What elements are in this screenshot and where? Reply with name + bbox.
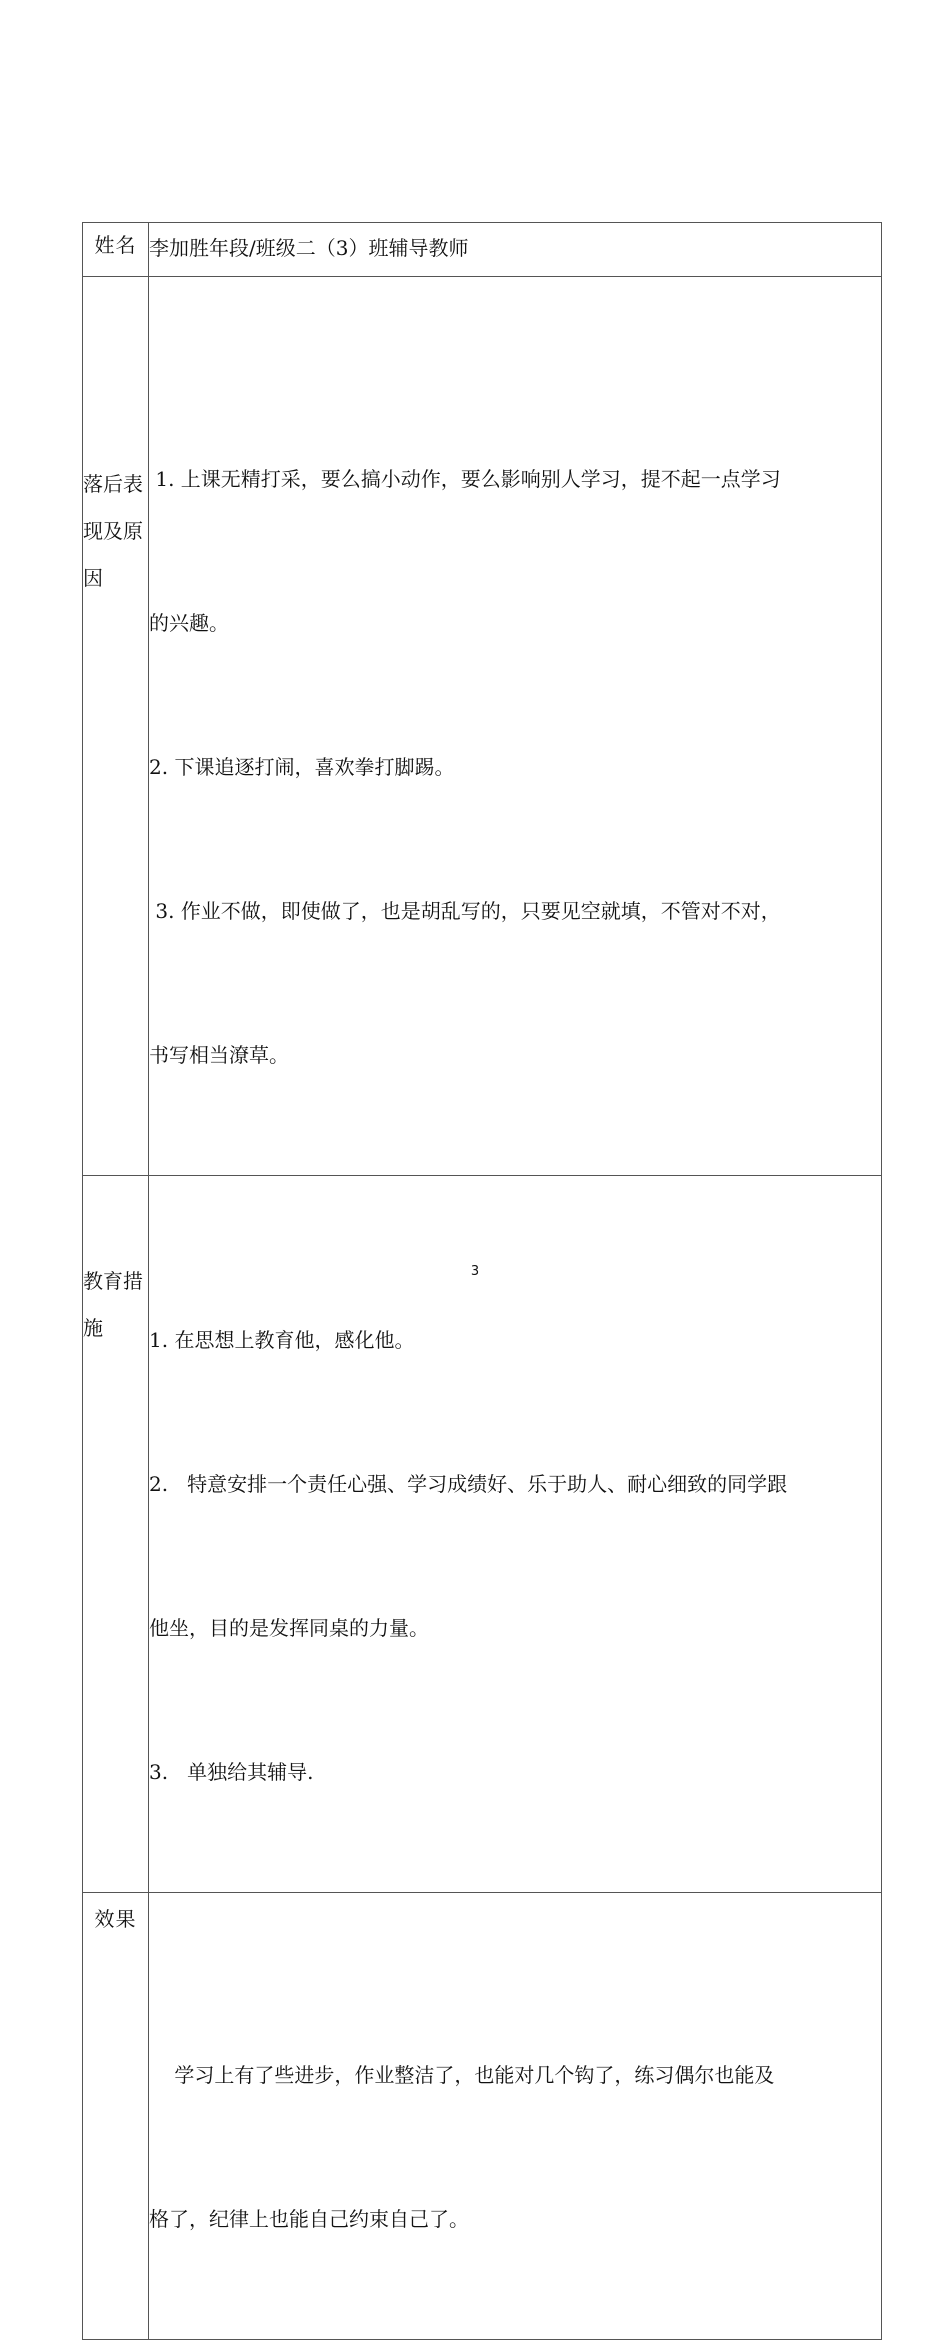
performance-content	[149, 277, 882, 1176]
name-row	[83, 223, 882, 277]
result-row	[83, 1893, 882, 2340]
measures-line: 2. 特意安排一个责任心强、学习成绩好、乐于助人、耐心细致的同学跟	[149, 1472, 788, 1496]
student-record-table	[82, 222, 882, 2340]
measures-line: 3. 单独给其辅导.	[149, 1760, 314, 1784]
measures-line: 1. 在思想上教育他，感化他。	[149, 1328, 415, 1352]
performance-line: 2. 下课追逐打闹，喜欢拳打脚踢。	[149, 755, 455, 779]
performance-line: 3. 作业不做，即使做了，也是胡乱写的，只要见空就填，不管对不对，	[149, 899, 781, 923]
name-label: 姓名	[83, 223, 149, 277]
performance-row	[83, 277, 882, 1176]
measures-content	[149, 1176, 882, 1893]
performance-line: 书写相当潦草。	[149, 1043, 289, 1067]
page-number: 3	[470, 1264, 480, 1279]
performance-label: 落后表现及原因	[83, 277, 149, 1176]
result-line: 格了，纪律上也能自己约束自己了。	[149, 2207, 469, 2231]
performance-line: 1. 上课无精打采，要么搞小动作，要么影响别人学习，提不起一点学习	[149, 467, 781, 491]
measures-line: 他坐，目的是发挥同桌的力量。	[149, 1616, 429, 1640]
name-value: 李加胜年段/班级二（3）班辅导教师	[149, 223, 882, 277]
result-line: 学习上有了些进步，作业整洁了，也能对几个钩了，练习偶尔也能及	[149, 2063, 775, 2087]
result-label: 效果	[83, 1893, 149, 2340]
measures-label: 教育措施	[83, 1176, 149, 1893]
result-content	[149, 1893, 882, 2340]
performance-line: 的兴趣。	[149, 611, 229, 635]
measures-row	[83, 1176, 882, 1893]
